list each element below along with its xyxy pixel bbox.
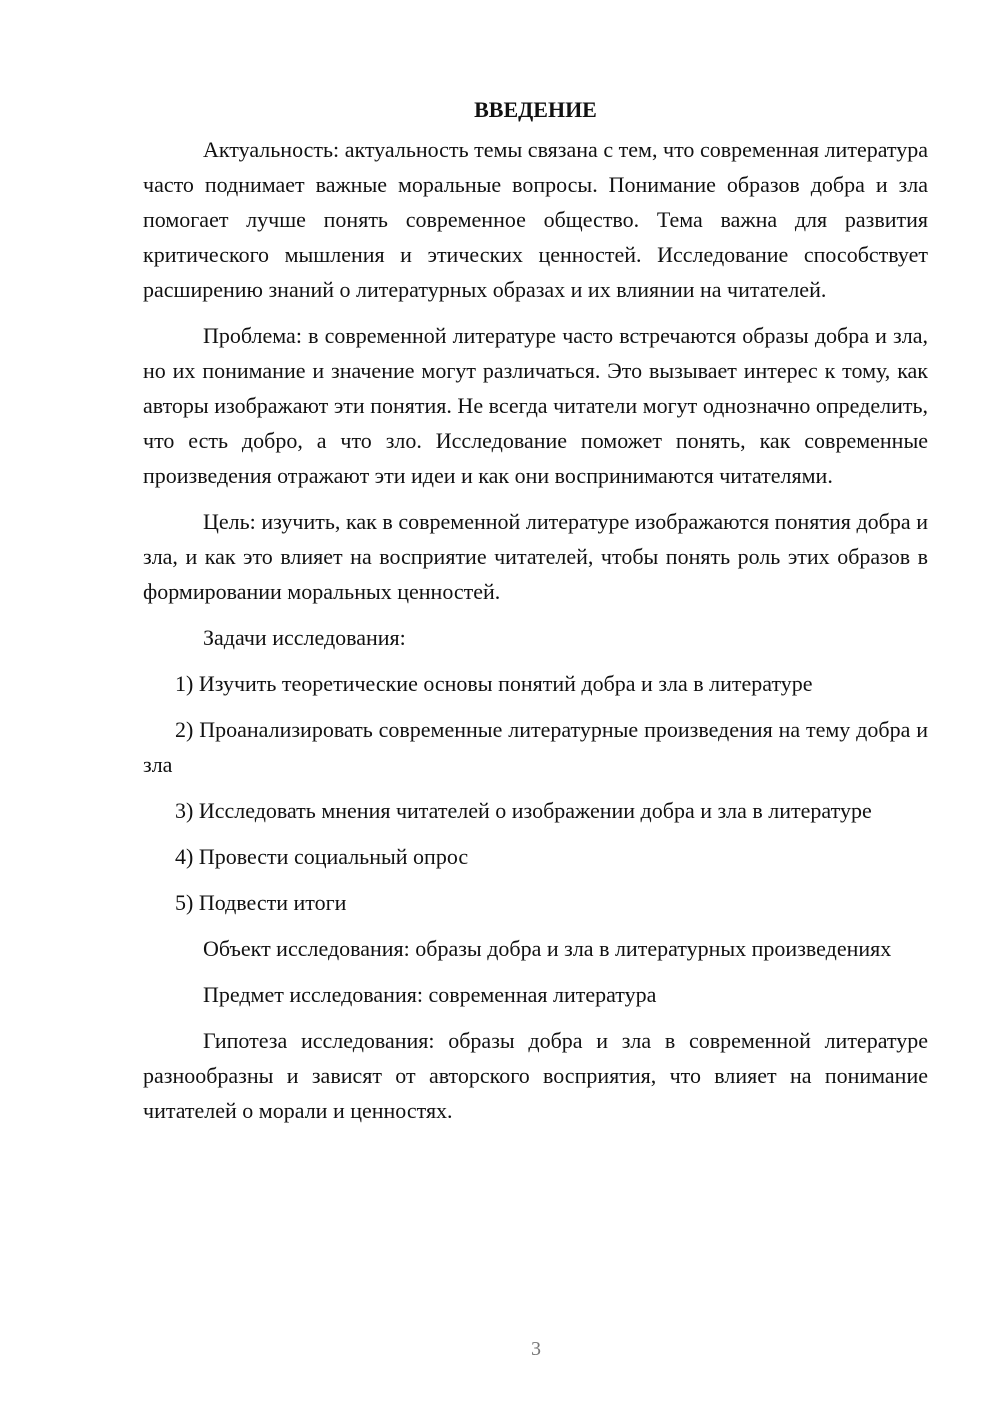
task-item-4: 4) Провести социальный опрос [175, 844, 469, 869]
task-item-5: 5) Подвести итоги [175, 890, 347, 915]
page-number: 3 [531, 1338, 541, 1360]
goal-paragraph: Цель: изучить, как в современной литературе изображаются понятия добра и зла, и как это влияет на восприятие читателей, чтобы понять роль этих образов в формировании моральных ценностей. [143, 509, 928, 604]
relevance-paragraph: Актуальность: актуальность темы связана с тем, что современная литература часто поднимает важные моральные вопросы. Понимание образов добра и зла помогает лучше понять современное общество. Тема важна для развития критического мышления и этических ценностей. Исследование способствует расширению знаний о литературных образах и их влиянии на читателей. [143, 137, 928, 302]
tasks-title: Задачи исследования: [203, 625, 406, 650]
task-item-1: 1) Изучить теоретические основы понятий добра и зла в литературе [175, 671, 813, 696]
problem-paragraph: Проблема: в современной литературе часто встречаются образы добра и зла, но их понимание и значение могут различаться. Это вызывает интерес к тому, как авторы изображают эти понятия. Не всегда читатели могут однозначно определить, что есть добро, а что зло. Исследование поможет понять, как современные произведения отражают эти идеи и как они воспринимаются читателями. [143, 323, 928, 488]
object-paragraph: Объект исследования: образы добра и зла в литературных произведениях [203, 936, 892, 961]
hypothesis-paragraph: Гипотеза исследования: образы добра и зла в современной литературе разнообразны и зависят от авторского восприятия, что влияет на понимание читателей о морали и ценностях. [143, 1028, 928, 1123]
task-item-3: 3) Исследовать мнения читателей о изображении добра и зла в литературе [175, 798, 872, 823]
task-item-2: 2) Проанализировать современные литературные произведения на тему добра и зла [143, 717, 928, 777]
section-heading: ВВЕДЕНИЕ [474, 97, 597, 122]
subject-paragraph: Предмет исследования: современная литература [203, 982, 657, 1007]
page-content [143, 92, 928, 1139]
